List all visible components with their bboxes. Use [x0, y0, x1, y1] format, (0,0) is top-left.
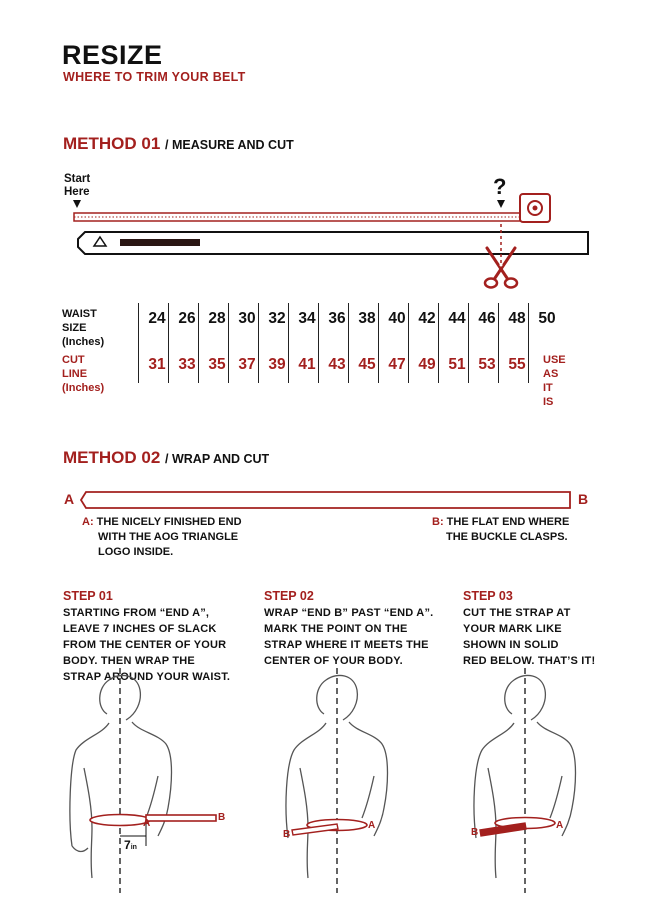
cut-line-cell: 45	[358, 356, 376, 373]
method-1-number: METHOD 01	[63, 134, 161, 153]
method-1-heading	[63, 134, 294, 154]
waist-size-unit: (Inches)	[62, 336, 105, 348]
step-3	[463, 589, 623, 669]
waist-size-label	[62, 307, 104, 349]
cut-line-cell: 43	[328, 356, 346, 373]
step-3-b-label: B	[471, 827, 479, 838]
waist-size-cell: 50	[538, 310, 556, 327]
waist-size-cell: 48	[508, 310, 526, 327]
waist-size-title: WAIST SIZE	[62, 308, 97, 334]
method-2-name: / WRAP AND CUT	[165, 452, 270, 466]
waist-size-cell: 32	[268, 310, 286, 327]
cut-line-cell: 35	[208, 356, 226, 373]
cut-line-cell: 53	[478, 356, 496, 373]
step-2-a-label: A	[368, 820, 376, 831]
waist-size-cell: 30	[238, 310, 256, 327]
waist-size-cell: 42	[418, 310, 436, 327]
step-1-line: STARTING FROM “END A”,	[63, 607, 210, 619]
step-3-line: RED BELOW. THAT’S IT!	[463, 655, 596, 667]
method-2-heading	[63, 448, 269, 468]
end-b-note-line: THE BUCKLE CLASPS.	[446, 531, 568, 543]
waist-size-cell: 24	[148, 310, 166, 327]
step-2-line: WRAP “END B” PAST “END A”.	[264, 607, 434, 619]
step-3-a-label: A	[556, 820, 564, 831]
start-label-line-2: Here	[64, 186, 90, 198]
end-b-note	[432, 515, 569, 545]
step-1-measure	[124, 838, 137, 852]
cut-line-unit: (Inches)	[62, 382, 105, 394]
measure-value: 7	[124, 838, 131, 852]
start-arrow-icon	[73, 200, 81, 208]
step-1-line: BODY. THEN WRAP THE	[63, 655, 195, 667]
step-2-line: CENTER OF YOUR BODY.	[264, 655, 403, 667]
waist-size-cell: 38	[358, 310, 376, 327]
step-1-a-label: A	[143, 818, 151, 829]
use-as-is-line-1: USE	[543, 354, 566, 366]
method-1-name: / MEASURE AND CUT	[165, 138, 294, 152]
use-as-is-label	[543, 353, 566, 409]
cut-point-arrow-icon	[497, 200, 505, 208]
table-divider	[138, 303, 139, 383]
waist-size-cell: 34	[298, 310, 316, 327]
measure-and-cut-illustration	[60, 192, 620, 292]
end-a-label: A	[64, 491, 75, 507]
waist-size-cell: 46	[478, 310, 496, 327]
cut-line-cell: 55	[508, 356, 526, 373]
step-3-line: CUT THE STRAP AT	[463, 607, 571, 619]
cut-line-cell: 47	[388, 356, 406, 373]
step-3-line: YOUR MARK LIKE	[463, 623, 562, 635]
step-3-figure	[466, 668, 606, 893]
step-1-figure	[62, 668, 237, 893]
cut-line-cell: 33	[178, 356, 196, 373]
step-3-text	[463, 605, 623, 669]
step-2-text	[264, 605, 444, 669]
step-1-b-label: B	[218, 812, 226, 823]
end-a-note	[82, 515, 242, 560]
step-1-line: LEAVE 7 INCHES OF SLACK	[63, 623, 217, 635]
waist-size-cell: 28	[208, 310, 226, 327]
cut-line-cell: 41	[298, 356, 316, 373]
cut-line-label	[62, 353, 104, 395]
page-title: RESIZE	[62, 40, 163, 70]
belt-tail	[146, 815, 216, 821]
cut-line-cell: 37	[238, 356, 256, 373]
cut-line-cell: 31	[148, 356, 166, 373]
end-a-note-line: WITH THE AOG TRIANGLE	[98, 531, 239, 543]
waist-size-cell: 26	[178, 310, 196, 327]
end-b-label: B	[578, 491, 589, 507]
measure-unit: in	[130, 844, 137, 851]
waist-size-cell: 36	[328, 310, 346, 327]
step-2	[264, 589, 444, 669]
question-mark: ?	[493, 174, 507, 199]
use-as-is-line-2: AS IT IS	[543, 368, 559, 408]
step-3-title: STEP 03	[463, 589, 513, 603]
step-2-b-label: B	[283, 829, 291, 840]
waist-size-cell: 40	[388, 310, 406, 327]
end-b-key: B:	[432, 516, 444, 528]
end-b-note-line: THE FLAT END WHERE	[446, 516, 570, 528]
cut-line-cell: 49	[418, 356, 436, 373]
cut-line-title: CUT LINE	[62, 354, 88, 380]
step-3-line: SHOWN IN SOLID	[463, 639, 559, 651]
method-2-number: METHOD 02	[63, 448, 161, 467]
cut-line-cell: 39	[268, 356, 286, 373]
step-2-title: STEP 02	[264, 589, 314, 603]
full-strap-illustration	[78, 488, 576, 512]
step-2-line: MARK THE POINT ON THE	[264, 623, 408, 635]
end-a-note-line: LOGO INSIDE.	[98, 546, 174, 558]
waist-size-cell: 44	[448, 310, 466, 327]
step-2-line: STRAP WHERE IT MEETS THE	[264, 639, 429, 651]
step-2-figure	[272, 668, 412, 893]
end-a-note-line: THE NICELY FINISHED END	[96, 516, 242, 528]
belt-slot	[120, 239, 200, 246]
belt-loop	[90, 815, 150, 826]
end-a-key: A:	[82, 516, 94, 528]
page-subtitle: WHERE TO TRIM YOUR BELT	[63, 70, 246, 84]
step-1-line: FROM THE CENTER OF YOUR	[63, 639, 227, 651]
step-1-line: STRAP AROUND YOUR WAIST.	[63, 671, 231, 683]
cut-line-cell: 51	[448, 356, 466, 373]
start-label-line-1: Start	[64, 173, 91, 185]
step-1-title: STEP 01	[63, 589, 113, 603]
